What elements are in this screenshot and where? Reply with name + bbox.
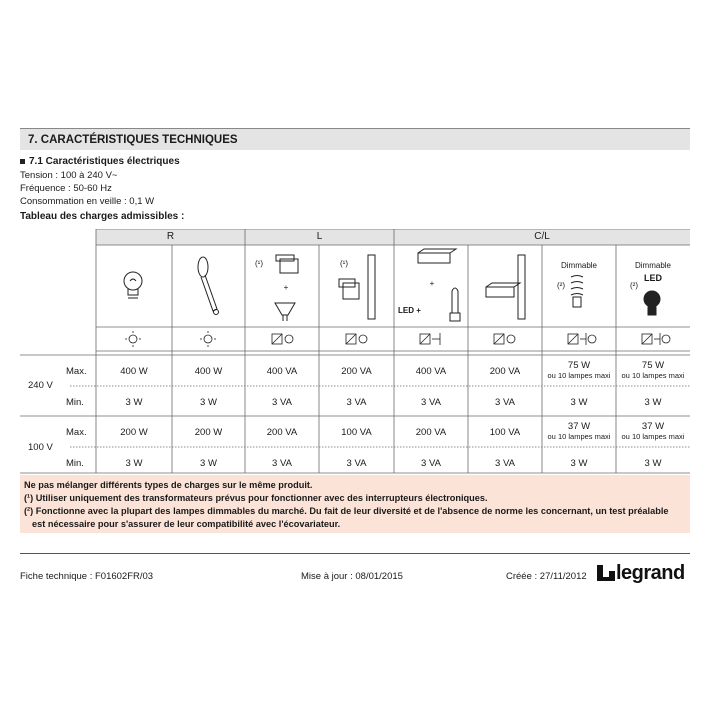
inductive-load-icon-2 bbox=[346, 334, 367, 344]
ferromagnetic-transformer-icon bbox=[339, 279, 359, 299]
table-cell bbox=[542, 360, 616, 380]
inductive-load-icon bbox=[272, 334, 293, 344]
table-cell: 100 VA bbox=[341, 427, 372, 438]
table-cell: 3 VA bbox=[421, 458, 441, 469]
electronic-ballast-icon bbox=[418, 249, 456, 263]
row-100v-min: Min. bbox=[66, 458, 84, 469]
table-cell: 3 W bbox=[200, 458, 217, 469]
table-cell: 3 W bbox=[570, 458, 588, 469]
footer-divider bbox=[20, 553, 690, 554]
table-cell: 3 W bbox=[125, 458, 143, 469]
fluorescent-tube-icon bbox=[368, 255, 375, 319]
table-cell: 400 W bbox=[194, 366, 223, 377]
row-100v: 100 V bbox=[28, 442, 53, 453]
led-plus-label: LED + bbox=[398, 306, 421, 315]
cell-value: 75 W bbox=[641, 360, 665, 371]
note1-marker-a: (¹) bbox=[255, 259, 263, 268]
table-cell: 3 VA bbox=[272, 397, 292, 408]
table-cell bbox=[616, 360, 690, 380]
plus-sign-a: + bbox=[283, 283, 289, 292]
table-cell: 3 W bbox=[644, 458, 662, 469]
transformer-icon bbox=[276, 255, 298, 273]
row-100v-max: Max. bbox=[66, 427, 87, 438]
dimmable-load-icon bbox=[568, 333, 596, 345]
table-cell: 3 W bbox=[125, 397, 143, 408]
table-cell: 3 W bbox=[200, 397, 217, 408]
group-l: L bbox=[316, 231, 323, 242]
section-title: 7. CARACTÉRISTIQUES TECHNIQUES bbox=[20, 128, 690, 150]
note2-marker-b: (²) bbox=[630, 281, 638, 290]
table-cell: 3 VA bbox=[346, 397, 367, 408]
footer-created-date: Créée : 27/11/2012 bbox=[506, 571, 587, 582]
note-1: (¹) Utiliser uniquement des transformateurs prévus pour fonctionner avec des interrupteurs électroniques. bbox=[24, 493, 488, 503]
led-bulb-icon bbox=[644, 291, 660, 315]
table-cell: 200 W bbox=[120, 427, 148, 438]
table-cell: 3 VA bbox=[495, 458, 515, 469]
table-cell: 200 VA bbox=[489, 366, 521, 377]
halogen-tube-icon bbox=[198, 257, 219, 315]
incandescent-bulb-icon bbox=[124, 272, 142, 298]
led-label: LED bbox=[644, 273, 662, 283]
table-cell: 3 VA bbox=[272, 458, 292, 469]
footer-fiche: Fiche technique : F01602FR/03 bbox=[20, 571, 154, 582]
group-r: R bbox=[166, 231, 175, 242]
row-240v-max: Max. bbox=[66, 366, 87, 377]
spec-veille: Consommation en veille : 0,1 W bbox=[20, 196, 155, 207]
cell-value: 75 W bbox=[567, 360, 591, 371]
cell-sub: ou 10 lampes maxi bbox=[621, 371, 685, 380]
legrand-wordmark: legrand bbox=[616, 561, 685, 584]
table-cell bbox=[616, 421, 690, 441]
plus-sign-b: + bbox=[429, 279, 435, 288]
group-cl: C/L bbox=[534, 231, 550, 242]
subsection-title: 7.1 Caractéristiques électriques bbox=[29, 156, 180, 167]
table-cell: 400 VA bbox=[415, 366, 447, 377]
row-240v: 240 V bbox=[28, 380, 53, 391]
cell-sub: ou 10 lampes maxi bbox=[547, 432, 611, 441]
table-cell: 400 VA bbox=[266, 366, 298, 377]
resistive-load-icon bbox=[125, 331, 141, 347]
note2-marker-a: (²) bbox=[557, 281, 565, 290]
resistive-load-icon-2 bbox=[200, 331, 216, 347]
cell-sub: ou 10 lampes maxi bbox=[621, 432, 685, 441]
table-cell: 200 W bbox=[194, 427, 223, 438]
cell-value: 37 W bbox=[567, 421, 591, 432]
cell-value: 37 W bbox=[641, 421, 665, 432]
charges-table bbox=[20, 229, 690, 475]
table-cell: 200 VA bbox=[341, 366, 372, 377]
dimmable-label-b: Dimmable bbox=[634, 261, 671, 270]
note1-marker-b: (¹) bbox=[340, 259, 348, 268]
table-cell: 100 VA bbox=[489, 427, 521, 438]
capacitive-load-icon bbox=[420, 333, 440, 345]
dimmable-label-a: Dimmable bbox=[560, 261, 597, 270]
dichroic-lamp-icon bbox=[275, 303, 295, 321]
capacitive-load-icon-2 bbox=[494, 334, 515, 344]
legrand-logo bbox=[596, 561, 685, 585]
table-cell: 3 VA bbox=[495, 397, 515, 408]
dimmable-load-icon-2 bbox=[642, 333, 670, 345]
table-cell: 200 VA bbox=[266, 427, 298, 438]
table-title: Tableau des charges admissibles : bbox=[20, 211, 185, 222]
table-cell: 3 VA bbox=[346, 458, 367, 469]
compact-fluorescent-icon bbox=[450, 288, 460, 321]
table-cell bbox=[542, 421, 616, 441]
legrand-mark-icon bbox=[596, 563, 616, 583]
electronic-ballast-icon-2 bbox=[486, 283, 520, 297]
note-2: (²) Fonctionne avec la plupart des lampes dimmables du marché. Du fait de leur diversité et de l'absence de norme les concernant, un test préalable bbox=[24, 506, 669, 516]
table-cell: 3 W bbox=[570, 397, 588, 408]
table-cell: 3 W bbox=[644, 397, 662, 408]
spec-frequence: Fréquence : 50-60 Hz bbox=[20, 183, 112, 194]
square-bullet-icon bbox=[20, 159, 25, 164]
subsection-heading bbox=[20, 156, 180, 167]
table-cell: 3 VA bbox=[421, 397, 441, 408]
fluorescent-tube-icon-2 bbox=[518, 255, 525, 319]
spec-tension: Tension : 100 à 240 V~ bbox=[20, 170, 118, 181]
table-cell: 400 W bbox=[120, 366, 148, 377]
notes-box bbox=[20, 475, 690, 533]
dimmable-cfl-icon bbox=[571, 276, 583, 308]
note-2-continued: est nécessaire pour s'assurer de leur compatibilité avec l'écovariateur. bbox=[32, 519, 341, 529]
table-cell: 200 VA bbox=[415, 427, 447, 438]
note-mixing: Ne pas mélanger différents types de charges sur le même produit. bbox=[24, 480, 313, 490]
cell-sub: ou 10 lampes maxi bbox=[547, 371, 611, 380]
footer-update-date: Mise à jour : 08/01/2015 bbox=[301, 571, 403, 582]
row-240v-min: Min. bbox=[66, 397, 84, 408]
